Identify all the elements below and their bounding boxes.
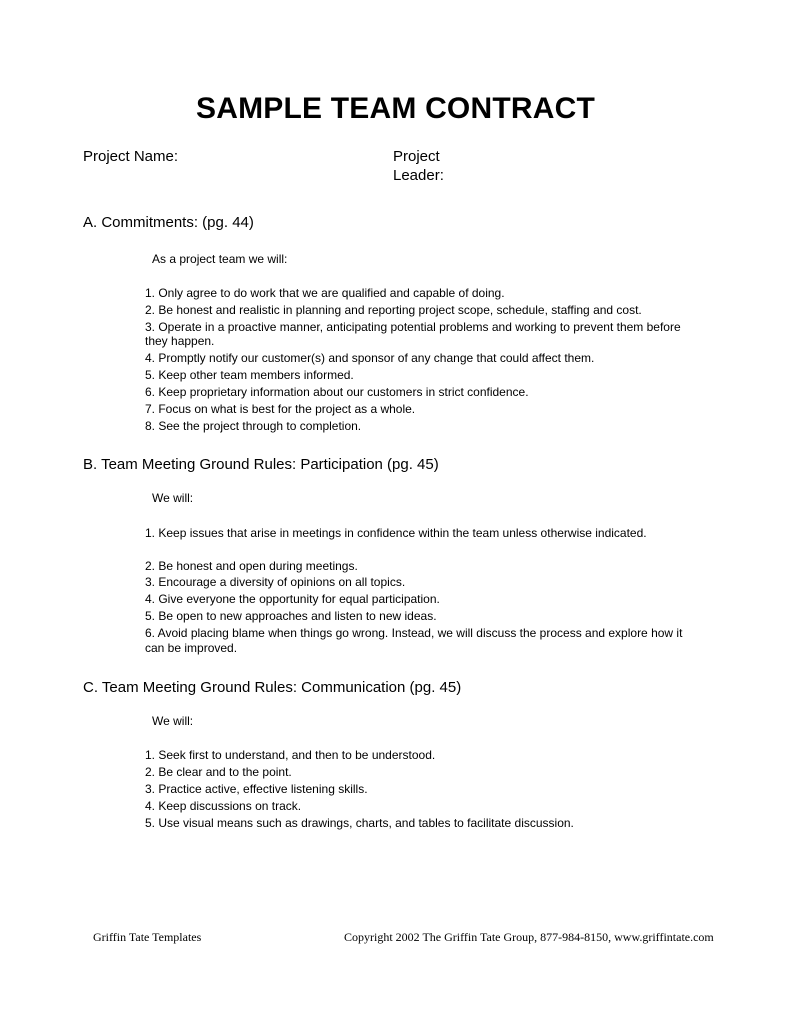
list-item: 5. Use visual means such as drawings, charts, and tables to facilitate discussion. — [145, 815, 574, 830]
project-leader-label: Project Leader: — [393, 148, 444, 184]
list-item: 1. Keep issues that arise in meetings in confidence within the team unless otherwise indicated. — [145, 526, 647, 540]
list-item: 3. Operate in a proactive manner, anticipating potential problems and working to prevent them before they happen. — [145, 319, 681, 349]
list-item: 4. Promptly notify our customer(s) and sponsor of any change that could affect them. — [145, 351, 595, 366]
section-intro: We will: — [152, 714, 194, 728]
section-heading-communication: C. Team Meeting Ground Rules: Communication (pg. 45) — [83, 679, 462, 696]
footer-copyright: Copyright 2002 The Griffin Tate Group, 877-984-8150, www.griffintate.com — [344, 930, 714, 944]
section-intro: We will: — [152, 491, 194, 505]
participation-list — [145, 526, 705, 657]
communication-list — [145, 748, 705, 832]
list-item: 6. Avoid placing blame when things go wrong. Instead, we will discuss the process and explore how it can be improved. — [145, 626, 683, 655]
list-item: 4. Give everyone the opportunity for equal participation. — [145, 592, 440, 607]
list-item: 2. Be honest and realistic in planning and reporting project scope, schedule, staffing and cost. — [145, 302, 642, 317]
list-item: 1. Seek first to understand, and then to be understood. — [145, 748, 436, 762]
list-item: 6. Keep proprietary information about our customers in strict confidence. — [145, 384, 529, 399]
list-item: 4. Keep discussions on track. — [145, 798, 302, 813]
commitments-list — [145, 286, 705, 436]
list-item: 1. Only agree to do work that we are qualified and capable of doing. — [145, 286, 505, 300]
section-intro: As a project team we will: — [152, 252, 288, 266]
section-heading-commitments: A. Commitments: (pg. 44) — [83, 214, 254, 231]
list-item: 8. See the project through to completion. — [145, 418, 362, 433]
list-item: 2. Be clear and to the point. — [145, 764, 292, 779]
document-title: SAMPLE TEAM CONTRACT — [196, 92, 595, 125]
list-item: 5. Keep other team members informed. — [145, 368, 354, 383]
list-item: 3. Practice active, effective listening skills. — [145, 781, 368, 796]
section-heading-participation: B. Team Meeting Ground Rules: Participation (pg. 45) — [83, 456, 439, 473]
list-item: 2. Be honest and open during meetings. — [145, 558, 358, 573]
list-item: 3. Encourage a diversity of opinions on all topics. — [145, 575, 406, 590]
project-name-label: Project Name: — [83, 148, 179, 165]
list-item: 5. Be open to new approaches and listen to new ideas. — [145, 609, 437, 624]
footer-brand: Griffin Tate Templates — [93, 930, 202, 944]
list-item: 7. Focus on what is best for the project as a whole. — [145, 401, 416, 416]
